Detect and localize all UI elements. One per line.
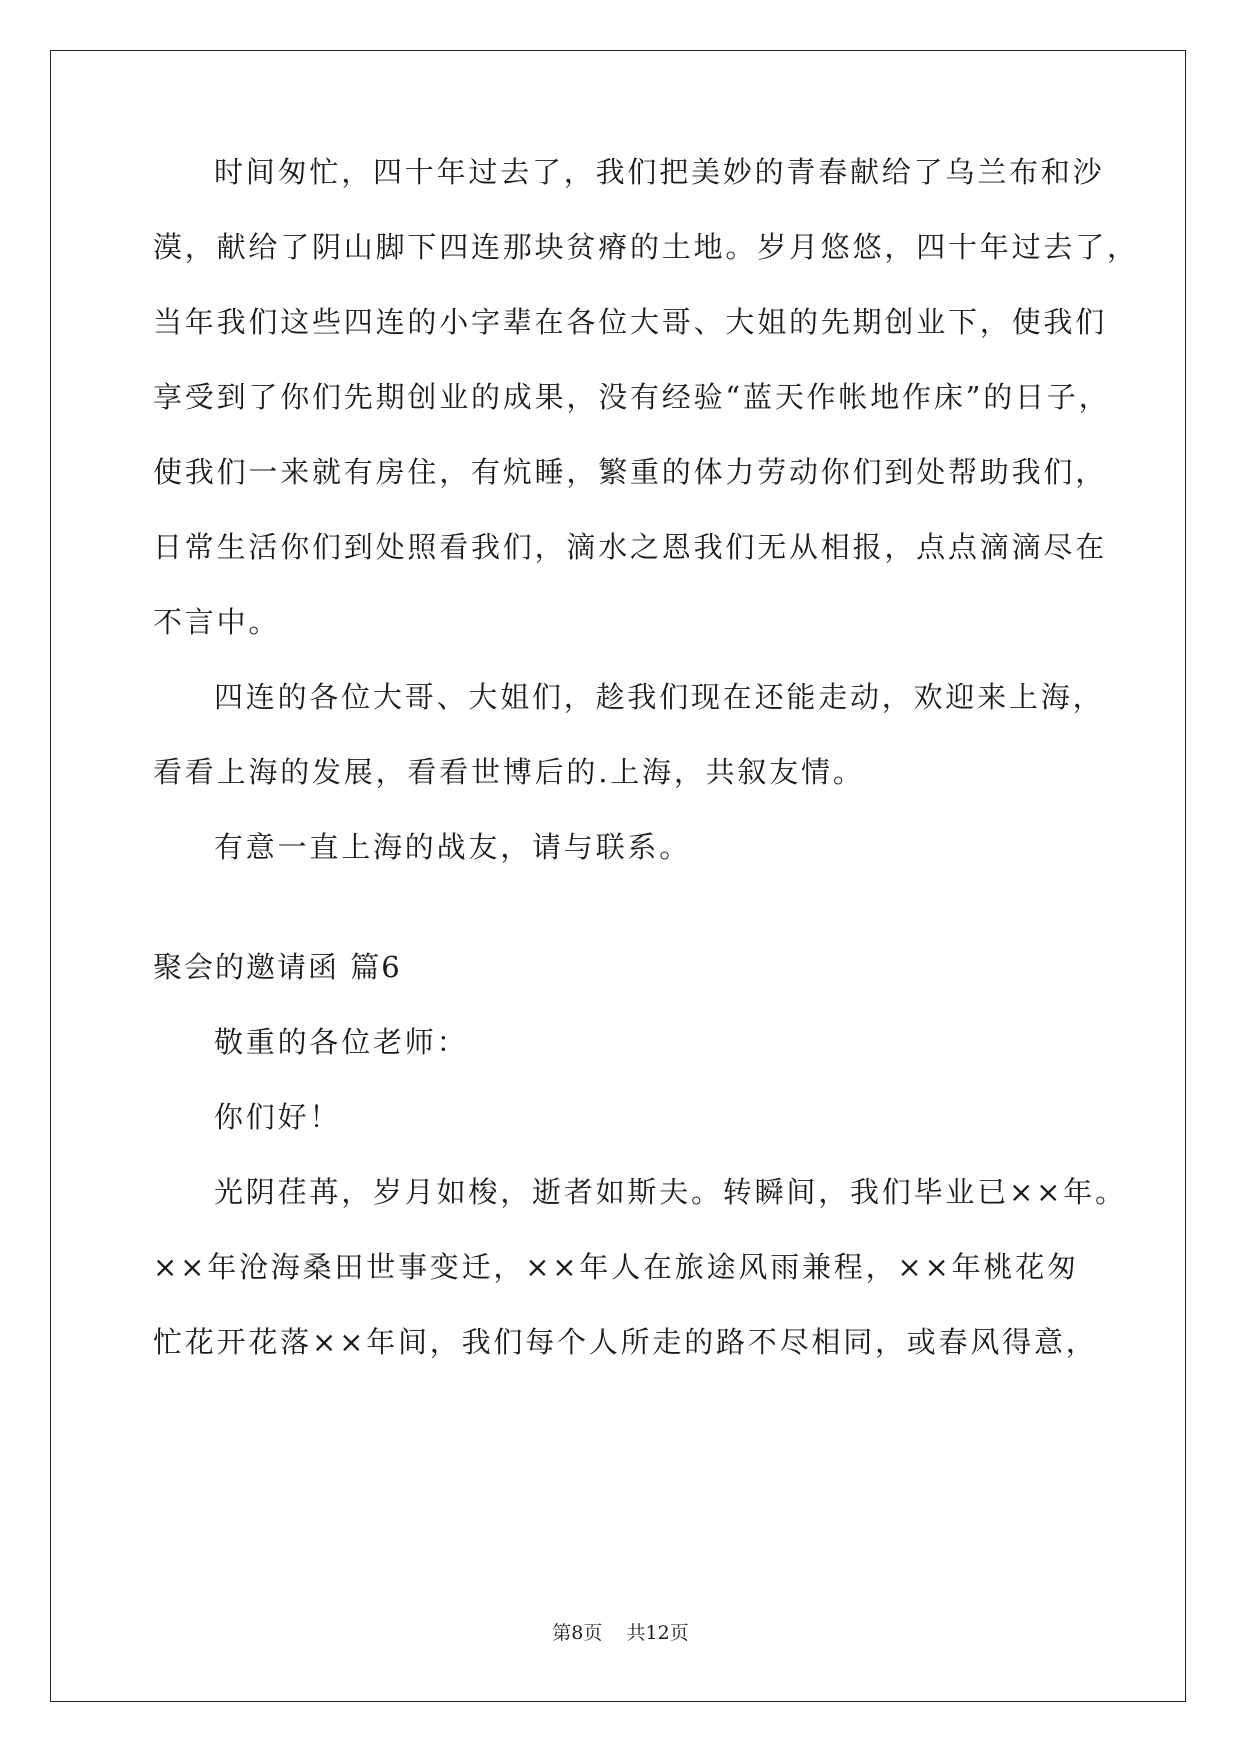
paragraph-line: ××年沧海桑田世事变迁，××年人在旅途风雨兼程，××年桃花匆: [153, 1250, 1079, 1284]
page-border: [50, 50, 1186, 1702]
page-number-footer: 第8页 共12页: [552, 1622, 689, 1644]
paragraph-line: 光阴荏苒，岁月如梭，逝者如斯夫。转瞬间，我们毕业已××年。: [214, 1175, 1127, 1209]
paragraph-line: 日常生活你们到处照看我们，滴水之恩我们无从相报，点点滴滴尽在: [153, 530, 1108, 564]
greeting: 你们好！: [214, 1100, 342, 1134]
paragraph-line: 享受到了你们先期创业的成果，没有经验“蓝天作帐地作床”的日子，: [153, 380, 1111, 414]
paragraph-line: 漠，献给了阴山脚下四连那块贫瘠的土地。岁月悠悠，四十年过去了，: [153, 230, 1139, 264]
section-heading: 聚会的邀请函 篇6: [153, 950, 402, 984]
paragraph-line: 当年我们这些四连的小字辈在各位大哥、大姐的先期创业下，使我们: [153, 305, 1108, 339]
salutation: 敬重的各位老师：: [214, 1025, 469, 1059]
paragraph-line: 不言中。: [153, 605, 281, 639]
paragraph-line: 使我们一来就有房住，有炕睡，繁重的体力劳动你们到处帮助我们，: [153, 455, 1108, 489]
paragraph-line: 看看上海的发展，看看世博后的.上海，共叙友情。: [153, 755, 865, 789]
paragraph-line: 时间匆忙，四十年过去了，我们把美妙的青春献给了乌兰布和沙: [214, 155, 1105, 189]
paragraph-line: 有意一直上海的战友，请与联系。: [214, 830, 692, 864]
paragraph-line: 忙花开花落××年间，我们每个人所走的路不尽相同，或春风得意，: [153, 1325, 1098, 1359]
paragraph-line: 四连的各位大哥、大姐们，趁我们现在还能走动，欢迎来上海，: [214, 680, 1105, 714]
